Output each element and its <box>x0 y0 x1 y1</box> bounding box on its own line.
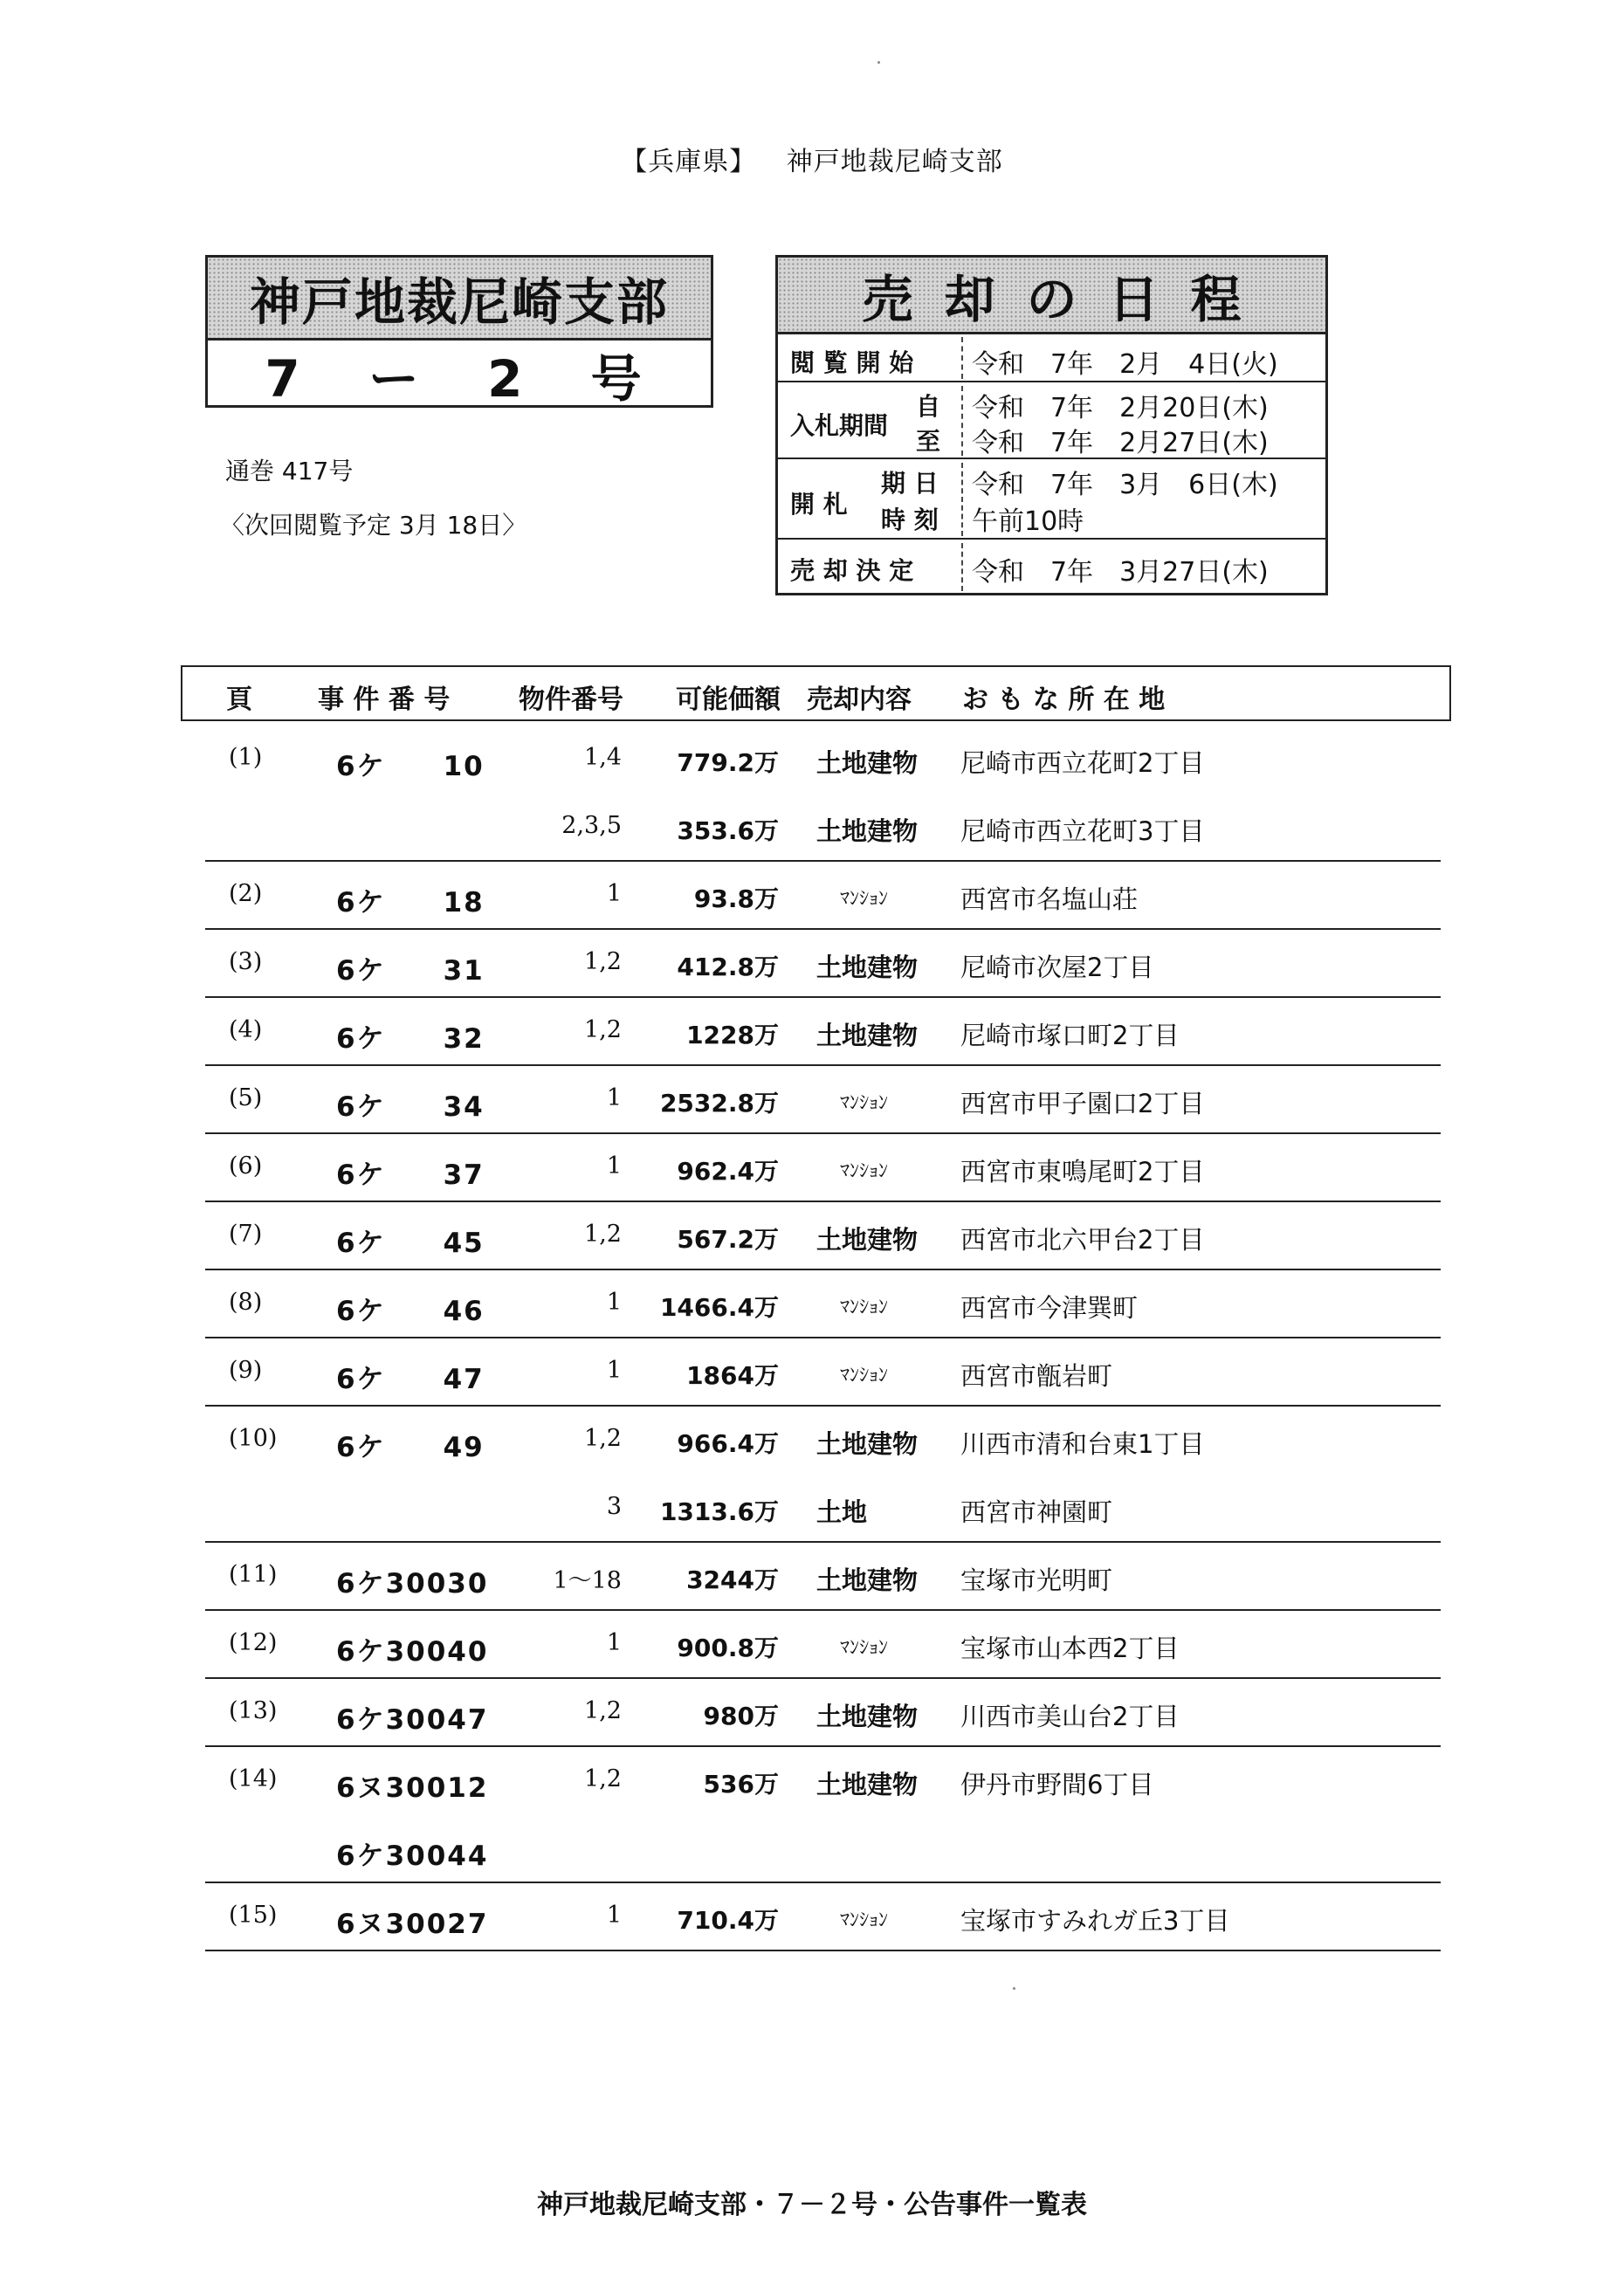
cell-addr: 宝塚市すみれガ丘3丁目 <box>960 1906 1230 1936</box>
cell-addr: 尼崎市塚口町2丁目 <box>960 1021 1180 1050</box>
cell-type: ﾏﾝｼｮﾝ <box>840 1909 889 1931</box>
cell-price: 2532.8万 <box>659 1089 779 1118</box>
cell-type: ﾏﾝｼｮﾝ <box>840 1365 889 1386</box>
cell-price: 1313.6万 <box>659 1497 779 1526</box>
cell-page: (4) <box>229 1016 263 1043</box>
cell-page: (9) <box>229 1357 263 1384</box>
col-header-case: 事 件 番 号 <box>318 685 451 715</box>
cell-type: 土地建物 <box>816 816 919 846</box>
cell-addr: 西宮市名塩山荘 <box>960 884 1139 914</box>
dashed-divider <box>961 337 963 379</box>
cell-prop: 1,2 <box>584 1425 622 1452</box>
cell-price: 710.4万 <box>677 1906 779 1935</box>
title-court-name: 神戸地裁尼崎支部 <box>208 258 711 341</box>
cell-addr: 西宮市神園町 <box>960 1497 1113 1527</box>
cell-type: ﾏﾝｼｮﾝ <box>840 1297 889 1318</box>
cell-prop: 1,2 <box>584 1765 622 1792</box>
col-header-price: 可能価額 <box>676 685 781 715</box>
schedule-value: 午前10時 <box>972 506 1084 537</box>
row-divider <box>205 1269 1441 1270</box>
cell-prop: 1,4 <box>584 744 622 771</box>
schedule-row-decision <box>778 538 1325 595</box>
schedule-label: 閲 覧 開 始 <box>790 348 914 377</box>
cell-addr: 西宮市甑岩町 <box>960 1361 1113 1391</box>
cell-case: 6ケ 37 <box>336 1159 485 1191</box>
dashed-divider <box>961 386 963 456</box>
cell-price: 412.8万 <box>677 953 779 981</box>
cell-price: 353.6万 <box>677 816 779 845</box>
cell-page: (2) <box>229 880 263 907</box>
cell-page: (1) <box>229 744 263 771</box>
cell-type: 土地建物 <box>816 748 919 778</box>
cell-case: 6ヌ30012 <box>336 1772 489 1804</box>
cell-addr: 川西市清和台東1丁目 <box>960 1429 1205 1459</box>
cell-case: 6ケ 31 <box>336 955 485 987</box>
cell-type: 土地建物 <box>816 1702 919 1731</box>
row-divider <box>205 928 1441 930</box>
page-footer: 神戸地裁尼崎支部・７－２号・公告事件一覧表 <box>537 2190 1087 2220</box>
volume-number: 通巻 417号 <box>225 457 354 485</box>
col-header-page: 頁 <box>226 685 252 715</box>
row-divider <box>205 1337 1441 1338</box>
cell-page: (13) <box>229 1697 278 1724</box>
cell-prop: 1 <box>606 1152 622 1180</box>
cell-type: ﾏﾝｼｮﾝ <box>840 1092 889 1114</box>
schedule-value: 令和 7年 3月27日(木) <box>972 557 1269 588</box>
cell-type: 土地建物 <box>816 953 919 982</box>
cell-page: (6) <box>229 1152 263 1180</box>
title-issue-number: 7 ー 2 号 <box>265 348 654 409</box>
cell-case: 6ケ30040 <box>336 1636 489 1668</box>
dashed-divider <box>961 543 963 591</box>
schedule-sub-label: 時 刻 <box>881 506 939 534</box>
cell-addr: 西宮市今津巽町 <box>960 1293 1139 1323</box>
sale-schedule-box <box>775 255 1328 595</box>
row-divider <box>205 1609 1441 1611</box>
cell-type: ﾏﾝｼｮﾝ <box>840 1637 889 1659</box>
cell-case: 6ケ30030 <box>336 1568 489 1600</box>
cell-type: 土地建物 <box>816 1429 919 1459</box>
cell-addr: 伊丹市野間6丁目 <box>960 1770 1154 1799</box>
cell-case: 6ケ 49 <box>336 1432 485 1463</box>
schedule-value: 令和 7年 2月27日(木) <box>972 428 1269 458</box>
cell-price: 567.2万 <box>677 1225 779 1254</box>
cell-case: 6ケ30044 <box>336 1840 489 1872</box>
cell-case: 6ケ30047 <box>336 1704 489 1736</box>
cell-addr: 西宮市甲子園口2丁目 <box>960 1089 1205 1118</box>
cell-addr: 宝塚市光明町 <box>960 1565 1113 1595</box>
table-header <box>181 665 1451 721</box>
cell-page: (14) <box>229 1765 278 1792</box>
cell-page: (8) <box>229 1289 263 1316</box>
cell-type: ﾏﾝｼｮﾝ <box>840 1160 889 1182</box>
cell-case: 6ヌ30027 <box>336 1909 489 1940</box>
cell-price: 966.4万 <box>677 1429 779 1458</box>
cell-page: (11) <box>229 1561 278 1588</box>
cell-type: 土地建物 <box>816 1770 919 1799</box>
scan-speck <box>877 61 880 64</box>
cell-type: 土地建物 <box>816 1565 919 1595</box>
cell-page: (12) <box>229 1629 278 1656</box>
title-box <box>205 255 713 408</box>
row-divider <box>205 996 1441 998</box>
cell-price: 93.8万 <box>693 884 779 913</box>
cell-prop: 1 <box>606 1289 622 1316</box>
cell-prop: 1 <box>606 1629 622 1656</box>
cell-page: (7) <box>229 1221 263 1248</box>
cell-case: 6ケ 10 <box>336 751 485 782</box>
cell-addr: 宝塚市山本西2丁目 <box>960 1634 1180 1663</box>
cell-prop: 3 <box>606 1493 622 1520</box>
cell-price: 536万 <box>703 1770 779 1799</box>
cell-addr: 西宮市北六甲台2丁目 <box>960 1225 1205 1255</box>
cell-price: 3244万 <box>686 1565 779 1594</box>
row-divider <box>205 1541 1441 1543</box>
cell-price: 1228万 <box>686 1021 779 1049</box>
cell-prop: 1 <box>606 880 622 907</box>
cell-addr: 西宮市東鳴尾町2丁目 <box>960 1157 1205 1187</box>
cell-case: 6ケ 32 <box>336 1023 485 1055</box>
schedule-value: 令和 7年 2月20日(木) <box>972 393 1269 423</box>
cell-case: 6ケ 18 <box>336 887 485 918</box>
schedule-value: 令和 7年 3月 6日(木) <box>972 470 1278 500</box>
cell-prop: 1,2 <box>584 1697 622 1724</box>
cell-prop: 1 <box>606 1357 622 1384</box>
col-header-sale-type: 売却内容 <box>807 685 912 715</box>
cell-page: (10) <box>229 1425 278 1452</box>
cell-prop: 1,2 <box>584 1221 622 1248</box>
cell-page: (15) <box>229 1902 278 1929</box>
cell-prop: 1,2 <box>584 948 622 975</box>
dashed-divider <box>961 463 963 536</box>
cell-addr: 尼崎市西立花町2丁目 <box>960 748 1205 778</box>
cell-addr: 川西市美山台2丁目 <box>960 1702 1180 1731</box>
cell-prop: 2,3,5 <box>561 812 622 839</box>
cell-price: 779.2万 <box>677 748 779 777</box>
schedule-row-bidding <box>778 381 1325 459</box>
schedule-sub-label: 至 <box>916 427 941 456</box>
row-divider <box>205 1745 1441 1747</box>
row-divider <box>205 1677 1441 1679</box>
prefecture-label: 【兵庫県】 <box>621 147 757 177</box>
col-header-address: お も な 所 在 地 <box>962 685 1166 715</box>
row-divider <box>205 1132 1441 1134</box>
cell-addr: 尼崎市西立花町3丁目 <box>960 816 1205 846</box>
scan-speck <box>1013 1987 1015 1990</box>
cell-type: 土地建物 <box>816 1021 919 1050</box>
cell-price: 900.8万 <box>677 1634 779 1662</box>
row-divider <box>205 1201 1441 1202</box>
cell-page: (5) <box>229 1084 263 1111</box>
page-header <box>0 140 1624 178</box>
row-divider <box>205 1405 1441 1407</box>
row-divider <box>205 1950 1441 1951</box>
cell-type: 土地建物 <box>816 1225 919 1255</box>
cell-case: 6ケ 34 <box>336 1091 485 1123</box>
col-header-property: 物件番号 <box>519 685 623 715</box>
schedule-heading: 売却の日程 <box>778 258 1325 334</box>
cell-prop: 1 <box>606 1902 622 1929</box>
next-viewing-date: 〈次回閲覧予定 3月 18日〉 <box>220 511 527 540</box>
schedule-sub-label: 期 日 <box>881 469 939 498</box>
schedule-label: 開 札 <box>790 490 848 519</box>
cell-page: (3) <box>229 948 263 975</box>
cell-addr: 尼崎市次屋2丁目 <box>960 953 1154 982</box>
cell-type: 土地 <box>816 1497 868 1527</box>
schedule-row-viewing <box>778 332 1325 382</box>
cell-case: 6ケ 46 <box>336 1296 485 1327</box>
court-label: 神戸地裁尼崎支部 <box>786 147 1003 177</box>
schedule-sub-label: 自 <box>916 392 941 421</box>
row-divider <box>205 1064 1441 1066</box>
schedule-label: 入札期間 <box>790 411 889 440</box>
cell-case: 6ケ 47 <box>336 1364 485 1395</box>
cell-prop: 1〜18 <box>553 1567 622 1594</box>
cell-price: 980万 <box>703 1702 779 1730</box>
cell-case: 6ケ 45 <box>336 1228 485 1259</box>
cell-price: 1864万 <box>686 1361 779 1390</box>
schedule-value: 令和 7年 2月 4日(火) <box>972 349 1278 380</box>
row-divider <box>205 860 1441 862</box>
schedule-row-opening <box>778 458 1325 540</box>
cell-prop: 1 <box>606 1084 622 1111</box>
cell-prop: 1,2 <box>584 1016 622 1043</box>
row-divider <box>205 1882 1441 1883</box>
cell-price: 1466.4万 <box>659 1293 779 1322</box>
cell-price: 962.4万 <box>677 1157 779 1186</box>
cell-type: ﾏﾝｼｮﾝ <box>840 888 889 910</box>
schedule-label: 売 却 決 定 <box>790 556 914 585</box>
